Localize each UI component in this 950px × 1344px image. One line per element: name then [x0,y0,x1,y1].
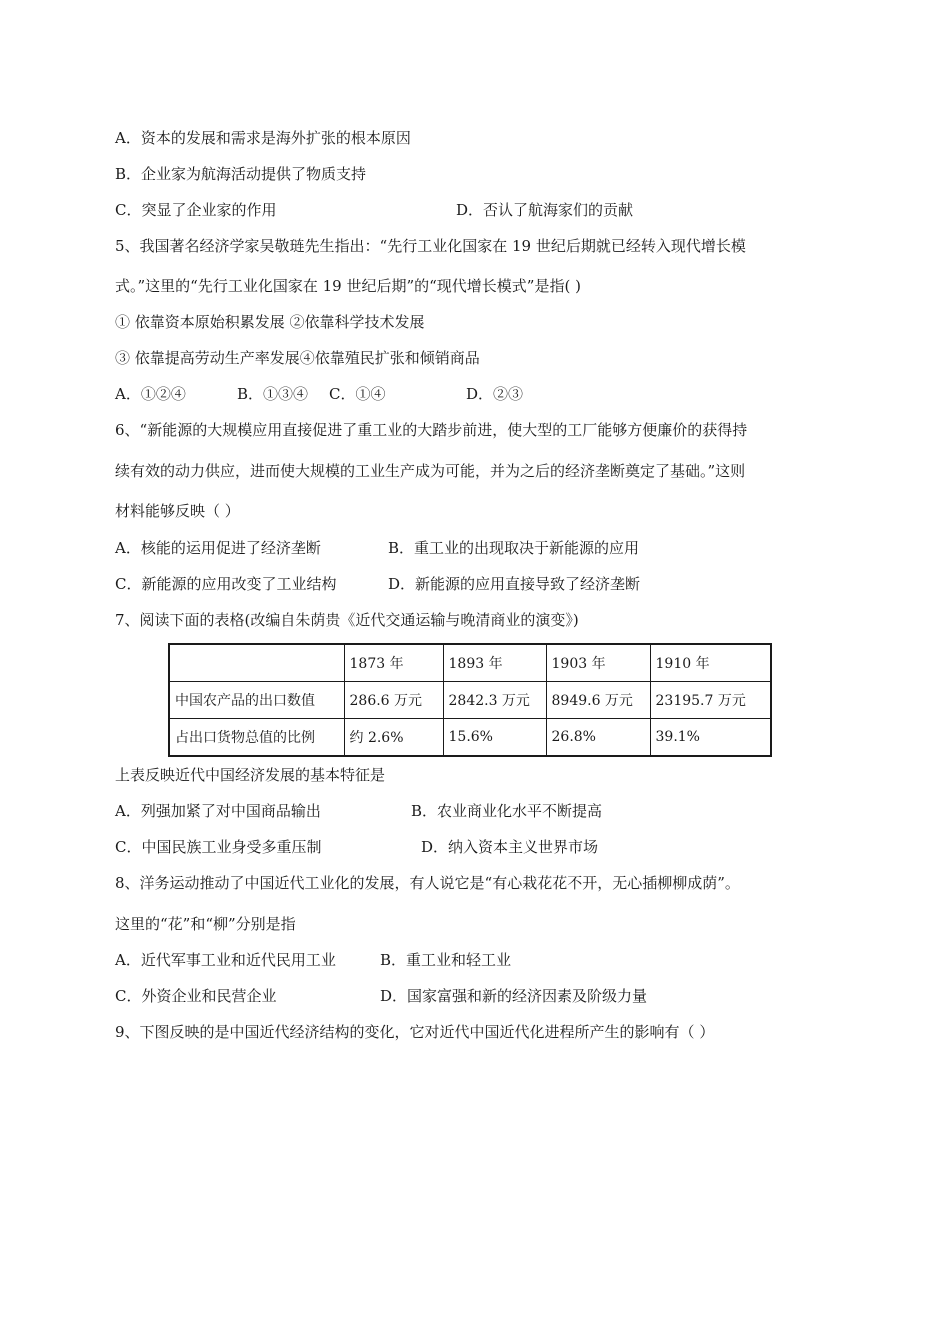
q5-item-line1: ① 依靠资本原始积累发展 ②依靠科学技术发展 [115,313,425,331]
table-row [169,682,771,719]
q7-option-d: D．纳入资本主义世界市场 [421,838,599,856]
table-header-cell: 1893 年 [443,644,546,682]
q7-option-a: A．列强加紧了对中国商品输出 [115,802,321,820]
export-data-table [168,643,772,757]
table-cell: 占出口货物总值的比例 [169,719,344,757]
table-cell: 39.1% [650,719,771,757]
table-header-cell: 1910 年 [650,644,771,682]
q7-after-table: 上表反映近代中国经济发展的基本特征是 [115,766,386,784]
table-cell: 8949.6 万元 [546,682,650,719]
q7-option-c: C．中国民族工业身受多重压制 [115,838,322,856]
q8-option-b: B．重工业和轻工业 [380,951,512,969]
q8-option-c: C．外资企业和民营企业 [115,987,277,1005]
table-row [169,719,771,757]
q8-option-d: D．国家富强和新的经济因素及阶级力量 [380,987,648,1005]
table-header-cell: 1903 年 [546,644,650,682]
q4-option-a: A．资本的发展和需求是海外扩张的根本原因 [115,129,411,147]
q6-stem-line3: 材料能够反映（ ） [115,502,240,520]
q6-stem-line1: 6、“新能源的大规模应用直接促进了重工业的大踏步前进，使大型的工厂能够方便廉价的获得持 [115,421,748,439]
q6-option-b: B．重工业的出现取决于新能源的应用 [388,539,640,557]
q7-option-b: B．农业商业化水平不断提高 [411,802,603,820]
q4-option-d: D．否认了航海家们的贡献 [456,201,634,219]
q6-option-d: D．新能源的应用直接导致了经济垄断 [388,575,641,593]
q5-stem-line1: 5、我国著名经济学家吴敬琏先生指出：“先行工业化国家在 19 世纪后期就已经转入现代增长模 [115,237,746,255]
q8-stem-line1: 8、洋务运动推动了中国近代工业化的发展，有人说它是“有心栽花花不开，无心插柳柳成荫”。 [115,874,740,892]
q5-stem-line2: 式。”这里的“先行工业化国家在 19 世纪后期”的“现代增长模式”是指( ) [115,277,581,295]
table-cell: 286.6 万元 [344,682,443,719]
table-cell: 约 2.6% [344,719,443,757]
table-cell: 26.8% [546,719,650,757]
q6-stem-line2: 续有效的动力供应，进而使大规模的工业生产成为可能，并为之后的经济垄断奠定了基础。”这则 [115,462,746,480]
table-cell: 23195.7 万元 [650,682,771,719]
q8-stem-line2: 这里的“花”和“柳”分别是指 [115,915,296,933]
q8-option-a: A．近代军事工业和近代民用工业 [115,951,336,969]
table-header-cell [169,644,344,682]
q6-option-a: A．核能的运用促进了经济垄断 [115,539,321,557]
q9-stem: 9、下图反映的是中国近代经济结构的变化，它对近代中国近代化进程所产生的影响有（ ） [115,1023,715,1041]
q6-option-c: C．新能源的应用改变了工业结构 [115,575,337,593]
q4-option-b: B．企业家为航海活动提供了物质支持 [115,165,367,183]
q7-stem: 7、阅读下面的表格(改编自朱荫贵《近代交通运输与晚清商业的演变》) [115,611,579,629]
table-header-cell: 1873 年 [344,644,443,682]
table-cell: 2842.3 万元 [443,682,546,719]
table-cell: 15.6% [443,719,546,757]
q5-option-a: A．①②④ [115,385,186,403]
q4-option-c: C．突显了企业家的作用 [115,201,277,219]
q5-option-d: D．②③ [466,385,524,403]
q5-option-c: C．①④ [329,385,386,403]
q5-option-b: B．①③④ [237,385,309,403]
q5-item-line2: ③ 依靠提高劳动生产率发展④依靠殖民扩张和倾销商品 [115,349,480,367]
table-cell: 中国农产品的出口数值 [169,682,344,719]
table-header-row [169,644,771,682]
